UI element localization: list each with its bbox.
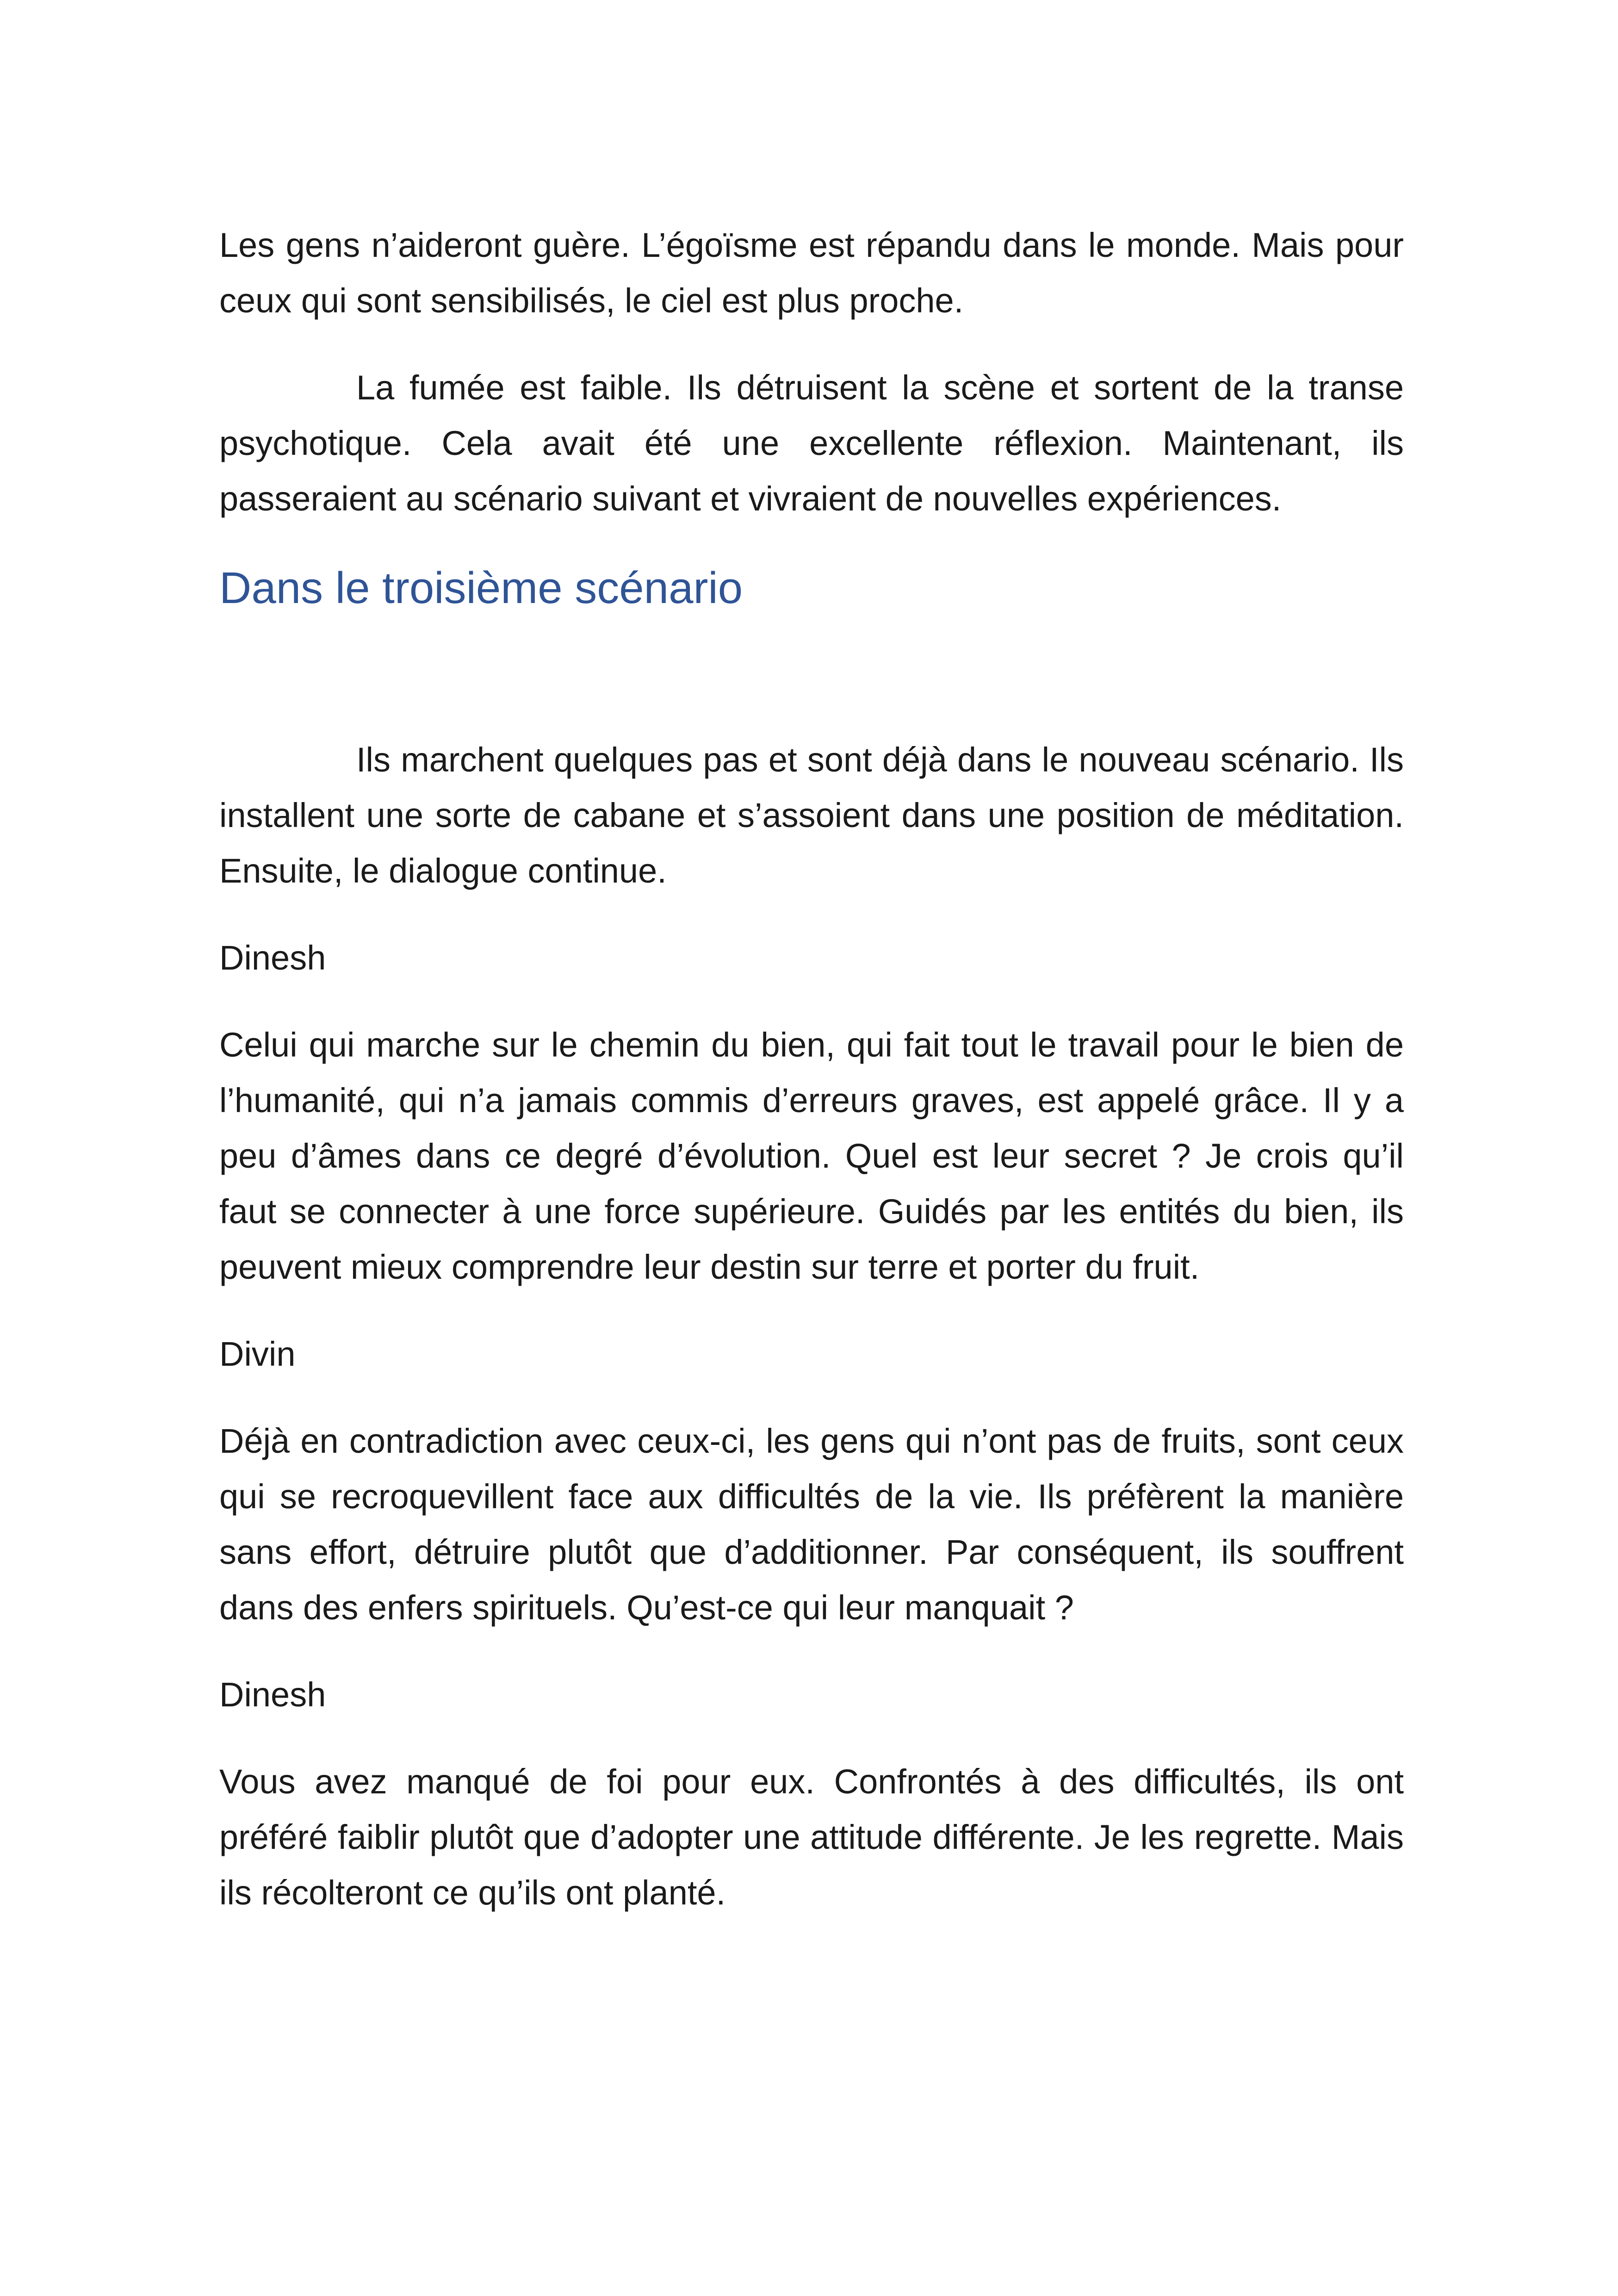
document-body (219, 218, 1404, 1952)
paragraph-smoke: La fumée est faible. Ils détruisent la scène et sortent de la transe psychotique. Cela avait été une excellente réflexion. Maintenant, ils passeraient au scénario suivant et vivraient de nouvelles expériences. (219, 368, 1404, 518)
speaker-name-dinesh: Dinesh (219, 939, 326, 977)
dialogue-text-dinesh-second: Vous avez manqué de foi pour eux. Confrontés à des difficultés, ils ont préféré faiblir plutôt que d’adopter une attitude différente. Je les regrette. Mais ils récolteront ce qu’ils ont planté. (219, 1762, 1404, 1912)
dialogue-text-divin: Déjà en contradiction avec ceux-ci, les gens qui n’ont pas de fruits, sont ceux qui se recroquevillent face aux difficultés de la vie. Ils préfèrent la manière sans effort, détruire plutôt que d’additionner. Par conséquent, ils souffrent dans des enfers spirituels. Qu’est-ce qui leur manquait ? (219, 1422, 1404, 1627)
paragraph-opening: Les gens n’aideront guère. L’égoïsme est répandu dans le monde. Mais pour ceux qui sont sensibilisés, le ciel est plus proche. (219, 226, 1404, 320)
paragraph-intro: Ils marchent quelques pas et sont déjà dans le nouveau scénario. Ils installent une sorte de cabane et s’assoient dans une position de méditation. Ensuite, le dialogue continue. (219, 740, 1404, 890)
speaker-name-divin: Divin (219, 1335, 296, 1373)
dialogue-text-dinesh: Celui qui marche sur le chemin du bien, qui fait tout le travail pour le bien de l’humanité, qui n’a jamais commis d’erreurs graves, est appelé grâce. Il y a peu d’âmes dans ce degré d’évolution. Quel est leur secret ? Je crois qu’il faut se connecter à une force supérieure. Guidés par les entités du bien, ils peuvent mieux comprendre leur destin sur terre et porter du fruit. (219, 1026, 1404, 1286)
section-heading: Dans le troisième scénario (219, 563, 743, 613)
speaker-name-dinesh-second: Dinesh (219, 1675, 326, 1714)
